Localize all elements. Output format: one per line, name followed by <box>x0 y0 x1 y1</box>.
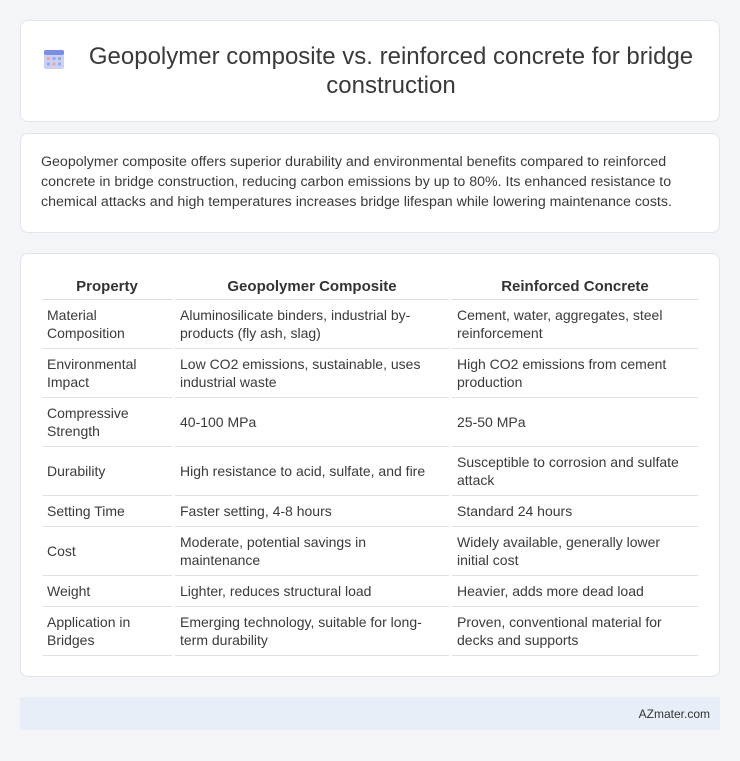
table-row <box>42 607 698 656</box>
table-row <box>42 496 698 527</box>
comparison-table-card <box>20 253 720 677</box>
cell-geopolymer: 40-100 MPa <box>175 398 449 447</box>
cell-concrete: 25-50 MPa <box>452 398 698 447</box>
cell-geopolymer: High resistance to acid, sulfate, and fire <box>175 447 449 496</box>
cell-property: Setting Time <box>42 496 172 527</box>
cell-geopolymer: Faster setting, 4-8 hours <box>175 496 449 527</box>
cell-concrete: High CO2 emissions from cement production <box>452 349 698 398</box>
header-property: Property <box>42 274 172 300</box>
cell-property: Environmental Impact <box>42 349 172 398</box>
calendar-grid-icon <box>42 47 66 71</box>
page-title: Geopolymer composite vs. reinforced concrete for bridge construction <box>88 43 694 99</box>
cell-geopolymer: Emerging technology, suitable for long-term durability <box>175 607 449 656</box>
header-inner <box>42 42 699 100</box>
footer-brand: AZmater.com <box>638 706 710 721</box>
cell-concrete: Cement, water, aggregates, steel reinforcement <box>452 300 698 349</box>
footer-bar <box>20 697 720 730</box>
cell-geopolymer: Moderate, potential savings in maintenance <box>175 527 449 576</box>
table-header-row <box>42 274 698 300</box>
cell-property: Weight <box>42 576 172 607</box>
cell-concrete: Standard 24 hours <box>452 496 698 527</box>
table-row <box>42 576 698 607</box>
cell-concrete: Proven, conventional material for decks and supports <box>452 607 698 656</box>
cell-property: Cost <box>42 527 172 576</box>
table-row <box>42 300 698 349</box>
table-row <box>42 447 698 496</box>
cell-concrete: Susceptible to corrosion and sulfate attack <box>452 447 698 496</box>
comparison-table <box>39 274 701 656</box>
summary-text: Geopolymer composite offers superior durability and environmental benefits compared to reinforced concrete in bridge construction, reducing carbon emissions by up to 80%. Its enhanced resistance to chemical attacks and high temperatures increases bridge lifespan while lowering maintenance costs. <box>41 154 672 210</box>
header-concrete: Reinforced Concrete <box>452 274 698 300</box>
cell-geopolymer: Low CO2 emissions, sustainable, uses industrial waste <box>175 349 449 398</box>
cell-concrete: Widely available, generally lower initial cost <box>452 527 698 576</box>
cell-property: Material Composition <box>42 300 172 349</box>
table-row <box>42 349 698 398</box>
table-row <box>42 527 698 576</box>
summary-card <box>20 133 720 233</box>
header-geopolymer: Geopolymer Composite <box>175 274 449 300</box>
table-row <box>42 398 698 447</box>
cell-concrete: Heavier, adds more dead load <box>452 576 698 607</box>
cell-geopolymer: Lighter, reduces structural load <box>175 576 449 607</box>
cell-geopolymer: Aluminosilicate binders, industrial by-products (fly ash, slag) <box>175 300 449 349</box>
cell-property: Durability <box>42 447 172 496</box>
header-card <box>20 20 720 122</box>
cell-property: Compressive Strength <box>42 398 172 447</box>
cell-property: Application in Bridges <box>42 607 172 656</box>
